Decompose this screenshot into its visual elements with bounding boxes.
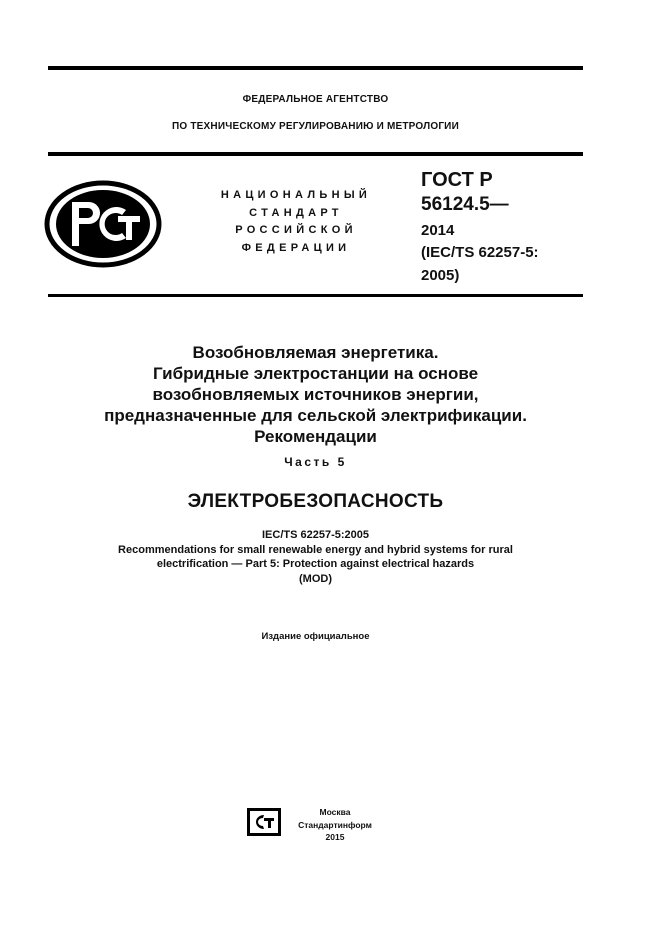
english-title xyxy=(40,528,591,586)
publisher-block xyxy=(290,806,380,844)
top-rule xyxy=(48,66,583,70)
document-title xyxy=(40,342,591,447)
title-line-4: предназначенные для сельской электрификации. xyxy=(104,406,527,425)
english-line-2: Recommendations for small renewable energy and hybrid systems for rural xyxy=(118,543,513,556)
rst-logo-icon xyxy=(44,180,162,268)
designation-line-2: 56124.5— xyxy=(421,194,509,215)
designation-line-5: 2005) xyxy=(421,267,460,284)
english-line-1: IEC/TS 62257-5:2005 xyxy=(261,529,369,541)
part-label: Часть 5 xyxy=(284,455,347,469)
national-standard-line-4: ФЕДЕРАЦИИ xyxy=(241,241,351,254)
national-standard-label xyxy=(196,187,396,257)
document-subtitle: ЭЛЕКТРОБЕЗОПАСНОСТЬ xyxy=(187,491,444,512)
edition-label: Издание официальное xyxy=(261,631,370,642)
title-line-2: Гибридные электростанции на основе xyxy=(152,364,479,383)
designation-rule xyxy=(48,294,583,297)
agency-line-2: ПО ТЕХНИЧЕСКОМУ РЕГУЛИРОВАНИЮ И МЕТРОЛОГИИ xyxy=(172,121,459,132)
english-line-4: (MOD) xyxy=(299,572,332,585)
designation-line-4: (IEC/TS 62257-5: xyxy=(421,244,539,261)
title-line-3: возобновляемых источников энергии, xyxy=(152,385,479,404)
standartinform-logo-icon xyxy=(246,807,282,837)
header-rule xyxy=(48,152,583,156)
national-standard-line-1: НАЦИОНАЛЬНЫЙ xyxy=(220,189,372,201)
designation-line-3: 2014 xyxy=(421,222,455,239)
national-standard-line-2: СТАНДАРТ xyxy=(249,206,343,219)
publisher-year: 2015 xyxy=(325,832,345,842)
designation-line-1: ГОСТ Р xyxy=(421,169,493,191)
publisher-name: Стандартинформ xyxy=(298,819,372,830)
standard-designation xyxy=(421,168,539,287)
publisher-city: Москва xyxy=(319,807,351,817)
title-line-1: Возобновляемая энергетика. xyxy=(192,343,439,362)
english-line-3: electrification — Part 5: Protection against electrical hazards xyxy=(156,558,475,570)
title-line-5: Рекомендации xyxy=(254,427,377,446)
agency-line-1: ФЕДЕРАЛЬНОЕ АГЕНТСТВО xyxy=(242,94,389,105)
national-standard-line-3: РОССИЙСКОЙ xyxy=(235,224,357,236)
